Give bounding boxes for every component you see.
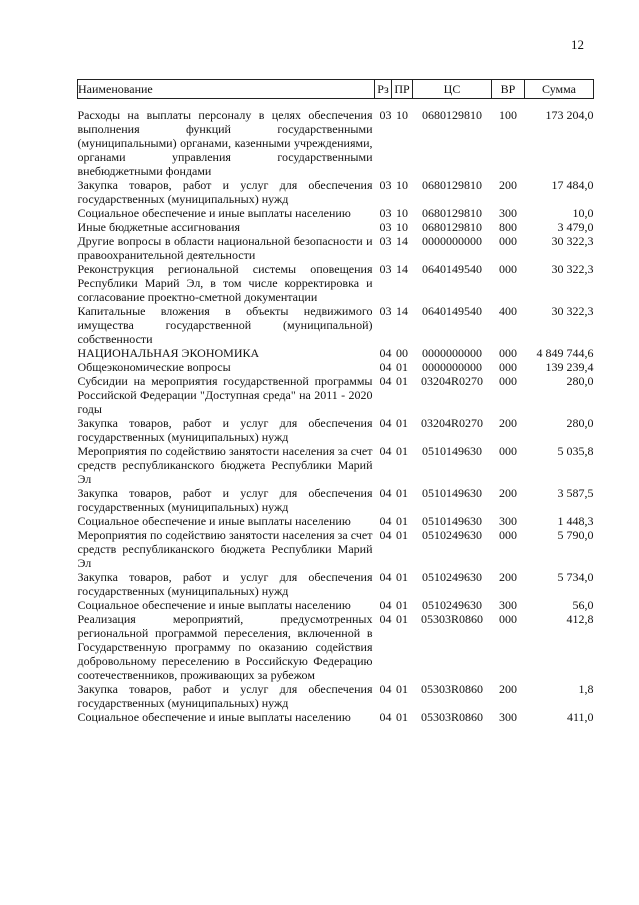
table-row (78, 178, 594, 206)
header-pr: ПР (392, 80, 413, 99)
cell-cs: 0000000000 (422, 234, 482, 248)
cell-pr: 01 (396, 444, 408, 458)
cell-sum: 280,0 (566, 374, 594, 388)
cell-rz: 03 (379, 234, 392, 248)
cell-rz: 04 (379, 416, 392, 430)
cell-vr: 000 (499, 528, 517, 542)
cell-name: Социальное обеспечение и иные выплаты населению (77, 514, 351, 528)
table-row (78, 374, 594, 416)
cell-name: Социальное обеспечение и иные выплаты населению (77, 598, 351, 612)
cell-rz: 04 (379, 360, 392, 374)
cell-rz: 03 (379, 220, 392, 234)
cell-sum: 5 790,0 (557, 528, 594, 542)
header-name: Наименование (78, 80, 375, 99)
page-number: 12 (571, 37, 584, 52)
cell-name: Закупка товаров, работ и услуг для обеспечения государственных (муниципальных) нужд (77, 178, 373, 206)
cell-pr: 14 (396, 304, 408, 318)
cell-cs: 0640149540 (422, 304, 482, 318)
table-row (78, 360, 594, 374)
table-row (78, 682, 594, 710)
cell-vr: 000 (499, 234, 517, 248)
cell-cs: 0640149540 (422, 262, 482, 276)
cell-pr: 10 (396, 206, 408, 220)
cell-cs: 0510149630 (422, 444, 482, 458)
cell-sum: 1,8 (578, 682, 594, 696)
cell-cs: 05303R0860 (420, 612, 483, 626)
cell-pr: 10 (396, 178, 408, 192)
cell-sum: 139 239,4 (545, 360, 594, 374)
cell-name: Социальное обеспечение и иные выплаты населению (77, 710, 351, 724)
table-row (78, 528, 594, 570)
cell-pr: 01 (396, 486, 408, 500)
cell-pr: 01 (396, 374, 408, 388)
cell-sum: 3 479,0 (557, 220, 594, 234)
cell-vr: 200 (499, 570, 517, 584)
cell-rz: 03 (379, 206, 392, 220)
cell-vr: 400 (499, 304, 517, 318)
cell-vr: 300 (499, 514, 517, 528)
cell-pr: 01 (396, 528, 408, 542)
cell-vr: 000 (499, 262, 517, 276)
table-row (78, 612, 594, 682)
cell-sum: 10,0 (572, 206, 594, 220)
cell-vr: 000 (499, 346, 517, 360)
table-row (78, 99, 594, 179)
table-row (78, 206, 594, 220)
cell-cs: 0510249630 (422, 598, 482, 612)
cell-vr: 100 (499, 108, 517, 122)
cell-sum: 1 448,3 (557, 514, 594, 528)
cell-sum: 5 035,8 (557, 444, 594, 458)
cell-pr: 01 (396, 514, 408, 528)
cell-pr: 14 (396, 234, 408, 248)
cell-sum: 412,8 (566, 612, 594, 626)
cell-name: Расходы на выплаты персоналу в целях обеспечения выполнения функций государственными (муниципальными) органами, казенными учреждениями, органами управления государственными внебюджетными фондами (77, 108, 373, 178)
cell-rz: 04 (379, 374, 392, 388)
table-row (78, 304, 594, 346)
cell-vr: 000 (499, 374, 517, 388)
cell-pr: 01 (396, 612, 408, 626)
table-row (78, 262, 594, 304)
cell-pr: 01 (396, 682, 408, 696)
cell-cs: 05303R0860 (420, 710, 483, 724)
cell-name: Социальное обеспечение и иные выплаты населению (77, 206, 351, 220)
cell-vr: 200 (499, 682, 517, 696)
cell-vr: 000 (499, 444, 517, 458)
cell-sum: 173 204,0 (545, 108, 594, 122)
cell-rz: 03 (379, 108, 392, 122)
cell-rz: 04 (379, 514, 392, 528)
cell-cs: 0680129810 (422, 206, 482, 220)
cell-pr: 01 (396, 360, 408, 374)
table-row (78, 514, 594, 528)
table-row (78, 598, 594, 612)
cell-vr: 200 (499, 416, 517, 430)
cell-sum: 280,0 (566, 416, 594, 430)
cell-rz: 04 (379, 486, 392, 500)
cell-sum: 3 587,5 (557, 486, 594, 500)
header-rz: Рз (375, 80, 392, 99)
cell-vr: 300 (499, 710, 517, 724)
budget-table (77, 79, 594, 724)
cell-name: Реализация мероприятий, предусмотренных региональной программой переселения, включенной в Государственную программу по оказанию содействия добровольному переселению в Российскую Федерацию соотечественников, проживающих за рубежом (77, 612, 373, 682)
cell-rz: 04 (379, 682, 392, 696)
cell-pr: 14 (396, 262, 408, 276)
cell-cs: 05303R0860 (420, 682, 483, 696)
cell-cs: 03204R0270 (420, 416, 483, 430)
cell-rz: 04 (379, 346, 392, 360)
cell-sum: 30 322,3 (551, 262, 594, 276)
cell-rz: 03 (379, 304, 392, 318)
cell-sum: 4 849 744,6 (536, 346, 594, 360)
cell-pr: 01 (396, 416, 408, 430)
cell-rz: 04 (379, 598, 392, 612)
cell-rz: 04 (379, 528, 392, 542)
cell-name: Другие вопросы в области национальной безопасности и правоохранительной деятельности (77, 234, 373, 262)
cell-name: Капитальные вложения в объекты недвижимого имущества государственной (муниципальной) собственности (77, 304, 373, 346)
table-row (78, 570, 594, 598)
cell-rz: 04 (379, 444, 392, 458)
cell-cs: 0000000000 (422, 360, 482, 374)
cell-cs: 0510249630 (422, 528, 482, 542)
header-cs: ЦС (413, 80, 492, 99)
cell-sum: 5 734,0 (557, 570, 594, 584)
cell-vr: 800 (499, 220, 517, 234)
cell-cs: 0680129810 (422, 220, 482, 234)
header-vr: ВР (492, 80, 525, 99)
table-row (78, 220, 594, 234)
cell-name: Закупка товаров, работ и услуг для обеспечения государственных (муниципальных) нужд (77, 570, 373, 598)
cell-name: Иные бюджетные ассигнования (77, 220, 240, 234)
cell-name: Мероприятия по содействию занятости населения за счет средств республиканского бюджета Республики Марий Эл (77, 528, 373, 570)
table-body (78, 99, 594, 725)
cell-name: НАЦИОНАЛЬНАЯ ЭКОНОМИКА (77, 346, 260, 360)
cell-vr: 300 (499, 206, 517, 220)
cell-name: Общеэкономические вопросы (77, 360, 231, 374)
cell-sum: 56,0 (572, 598, 594, 612)
cell-pr: 00 (396, 346, 408, 360)
cell-pr: 10 (396, 220, 408, 234)
cell-rz: 03 (379, 178, 392, 192)
table-header-row (78, 80, 594, 99)
cell-sum: 411,0 (566, 710, 594, 724)
cell-cs: 0000000000 (422, 346, 482, 360)
table-row (78, 444, 594, 486)
cell-name: Реконструкция региональной системы оповещения Республики Марий Эл, в том числе корректировка и согласование проектно-сметной документации (77, 262, 373, 304)
cell-rz: 04 (379, 570, 392, 584)
cell-cs: 0680129810 (422, 178, 482, 192)
cell-pr: 01 (396, 710, 408, 724)
cell-pr: 10 (396, 108, 408, 122)
cell-rz: 04 (379, 710, 392, 724)
cell-name: Закупка товаров, работ и услуг для обеспечения государственных (муниципальных) нужд (77, 416, 373, 444)
cell-pr: 01 (396, 598, 408, 612)
cell-vr: 000 (499, 360, 517, 374)
cell-sum: 30 322,3 (551, 234, 594, 248)
cell-name: Субсидии на мероприятия государственной программы Российской Федерации "Доступная среда" на 2011 - 2020 годы (77, 374, 373, 416)
table-row (78, 416, 594, 444)
cell-cs: 0680129810 (422, 108, 482, 122)
cell-name: Закупка товаров, работ и услуг для обеспечения государственных (муниципальных) нужд (77, 486, 373, 514)
table-row (78, 486, 594, 514)
cell-cs: 0510149630 (422, 486, 482, 500)
cell-vr: 200 (499, 178, 517, 192)
cell-name: Мероприятия по содействию занятости населения за счет средств республиканского бюджета Республики Марий Эл (77, 444, 373, 486)
cell-vr: 200 (499, 486, 517, 500)
table-row (78, 710, 594, 724)
table-row (78, 346, 594, 360)
cell-vr: 300 (499, 598, 517, 612)
cell-vr: 000 (499, 612, 517, 626)
cell-sum: 17 484,0 (551, 178, 594, 192)
cell-name: Закупка товаров, работ и услуг для обеспечения государственных (муниципальных) нужд (77, 682, 373, 710)
cell-pr: 01 (396, 570, 408, 584)
cell-cs: 0510249630 (422, 570, 482, 584)
cell-cs: 0510149630 (422, 514, 482, 528)
cell-rz: 04 (379, 612, 392, 626)
header-sum: Сумма (525, 80, 594, 99)
cell-cs: 03204R0270 (420, 374, 483, 388)
cell-rz: 03 (379, 262, 392, 276)
cell-sum: 30 322,3 (551, 304, 594, 318)
table-row (78, 234, 594, 262)
